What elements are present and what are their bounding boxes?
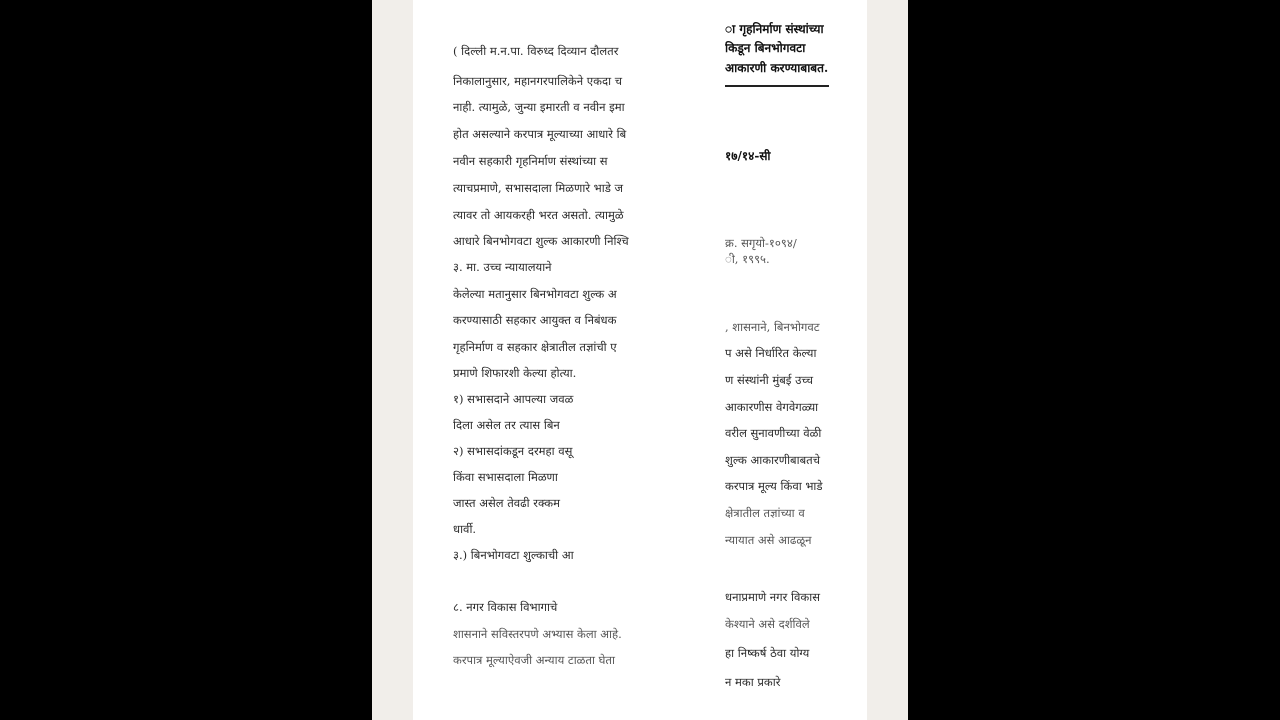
text-line: होत असल्याने करपात्र मूल्याच्या आधारे बि [453, 127, 627, 141]
text-line: ( दिल्ली म.न.पा. विरुध्द दिव्यान दौलतर [453, 44, 619, 58]
video-frame [372, 0, 908, 720]
text-line: गृहनिर्माण व सहकार क्षेत्रातील तज्ञांची ए [453, 340, 617, 354]
subject-underline [725, 85, 829, 87]
text-line: निकालानुसार, महानगरपालिकेने एकदा च [453, 74, 623, 88]
text-line: न्यायात असे आढळून [725, 533, 812, 547]
text-line: आकारणीस वेगवेगळ्या [725, 400, 819, 414]
text-line: ण संस्थांनी मुंबई उच्च [725, 373, 814, 387]
right-pillarbox [908, 0, 1280, 720]
document-page [413, 0, 867, 720]
text-line: केलेल्या मतानुसार बिनभोगवटा शुल्क अ [453, 287, 617, 301]
subject-line: किडून बिनभोगवटा [725, 41, 806, 55]
text-line: त्याचप्रमाणे, सभासदाला मिळणारे भाडे ज [453, 181, 624, 195]
text-line: केश्याने असे दर्शविले [725, 617, 810, 631]
text-line: करण्यासाठी सहकार आयुक्त व निबंधक [453, 313, 617, 327]
text-line: प असे निर्धारित केल्या [725, 346, 817, 360]
text-line: शासनाने सविस्तरपणे अभ्यास केला आहे. [453, 627, 622, 641]
text-line: नवीन सहकारी गृहनिर्माण संस्थांच्या स [453, 154, 608, 168]
text-line: नाही. त्यामुळे, जुन्या इमारती व नवीन इमा [453, 100, 625, 114]
list-item-1: १) सभासदाने आपल्या जवळ [453, 392, 574, 406]
reference-number: क्र. सगृयो-१०९४/ [725, 236, 797, 250]
text-line: न मका प्रकारे [725, 675, 781, 689]
paragraph-8-start: ८. नगर विकास विभागाचे [453, 600, 558, 614]
file-number: १७/१४-सी [725, 149, 771, 163]
text-line: करपात्र मूल्य किंवा भाडे [725, 479, 823, 493]
text-line: आधारे बिनभोगवटा शुल्क आकारणी निश्चि [453, 234, 629, 248]
text-line: धनाप्रमाणे नगर विकास [725, 590, 820, 604]
text-line: प्रमाणे शिफारशी केल्या होत्या. [453, 366, 577, 380]
text-line: शुल्क आकारणीबाबतचे [725, 453, 821, 467]
right-text-column [725, 0, 867, 720]
reference-date: ी, १९९५. [725, 252, 770, 266]
list-item-2-cont: जास्त असेल तेवढी रक्कम [453, 496, 560, 510]
subject-line: आकारणी करण्याबाबत. [725, 61, 829, 75]
left-pillarbox [0, 0, 372, 720]
text-line: हा निष्कर्ष ठेवा योग्य [725, 646, 810, 660]
text-line: , शासनाने, बिनभोगवट [725, 320, 820, 334]
list-item-2: २) सभासदांकडून दरमहा वसू [453, 444, 573, 458]
paragraph-3-start: ३. मा. उच्च न्यायालयाने [453, 260, 552, 274]
text-line: क्षेत्रातील तज्ञांच्या व [725, 506, 805, 520]
left-text-column [453, 0, 683, 720]
text-line: वरील सुनावणीच्या वेळी [725, 426, 822, 440]
text-line: करपात्र मूल्याऐवजी अन्याय टाळता घेता [453, 653, 615, 667]
text-line: त्यावर तो आयकरही भरत असतो. त्यामुळे [453, 208, 624, 222]
list-item-2-cont: किंवा सभासदाला मिळणा [453, 470, 558, 484]
list-item-2-cont: धार्वी. [453, 522, 477, 536]
list-item-1-cont: दिला असेल तर त्यास बिन [453, 418, 560, 432]
subject-line: ा गृहनिर्माण संस्थांच्या [725, 22, 824, 36]
list-item-3: ३.) बिनभोगवटा शुल्काची आ [453, 548, 574, 562]
